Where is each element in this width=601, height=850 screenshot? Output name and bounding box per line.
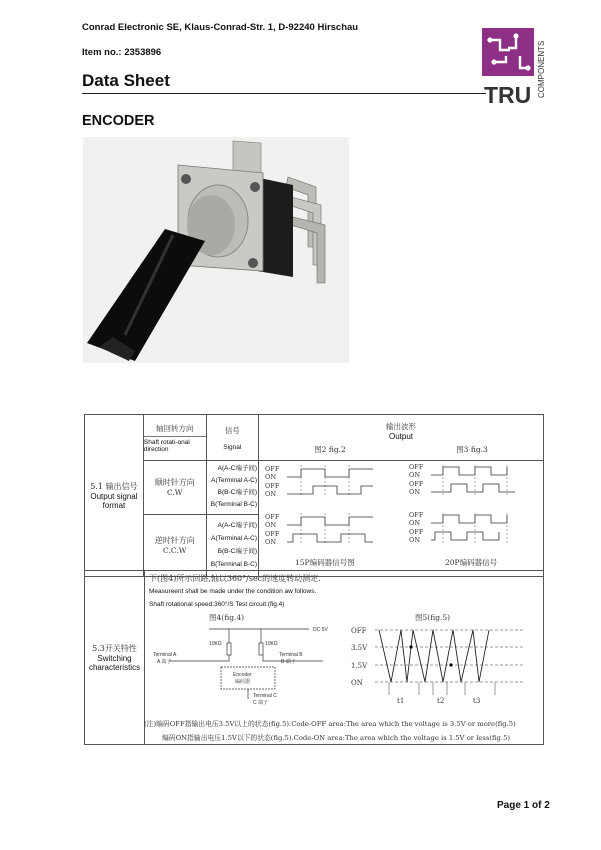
fig5-label: 图5(fig.5)	[415, 613, 451, 622]
svg-text:编码器: 编码器	[235, 679, 251, 685]
fig5-voltage-diagram	[349, 623, 525, 709]
svg-text:ON: ON	[409, 488, 421, 496]
line-shaft-speed: Shaft rotational speed:360°/S Test circuit:(fig.4)	[149, 601, 285, 608]
note-off-area: (注)编码OFF指输出电压3.5V以上的状态(fig.5).Code-OFF area:The area which the voltage is 3.5V or more(fig.5)	[144, 720, 516, 728]
logo-sub: COMPONENTS	[537, 40, 546, 98]
logo-brand: TRU	[484, 82, 532, 106]
line-measure-en: Measureent shall be made under the condition aw follows.	[149, 588, 317, 595]
caption-15p: 15P编码器信号图	[295, 558, 355, 567]
svg-text:OFF: OFF	[265, 513, 280, 521]
caption-20p: 20P编码器信号	[445, 558, 498, 567]
svg-text:Encoder: Encoder	[233, 672, 252, 678]
svg-text:Terminal C: Terminal C	[253, 693, 277, 699]
svg-text:OFF: OFF	[265, 482, 280, 490]
switching-notes	[144, 717, 542, 745]
svg-text:A 端子: A 端子	[157, 659, 172, 665]
ccw-cell: 逆时针方向 C.C.W	[143, 514, 206, 576]
waveform-cell	[259, 461, 544, 577]
company-address: Conrad Electronic SE, Klaus-Conrad-Str. 1, D-92240 Hirschau	[82, 22, 359, 33]
page-number: Page 1 of 2	[497, 800, 550, 811]
svg-text:Terminal B: Terminal B	[279, 652, 303, 658]
ccw-signals: A(A-C端子间) A(Terminal A-C) B(B-C端子间) B(Terminal B-C)	[206, 514, 258, 576]
svg-text:t3: t3	[473, 697, 481, 705]
svg-text:ON: ON	[265, 473, 277, 481]
svg-text:OFF: OFF	[265, 530, 280, 538]
fig4-label: 图4(fig.4)	[209, 613, 245, 622]
fig3-label: 图3 fig.3	[456, 444, 488, 454]
svg-text:OFF: OFF	[351, 627, 367, 635]
svg-text:OFF: OFF	[409, 511, 424, 519]
svg-text:OFF: OFF	[409, 480, 424, 488]
signal-header: 信号 Signal	[206, 415, 258, 461]
svg-text:OFF: OFF	[409, 463, 424, 471]
svg-text:10KΩ: 10KΩ	[209, 641, 222, 647]
svg-text:ON: ON	[265, 490, 277, 498]
svg-text:ON: ON	[351, 679, 363, 687]
section-title: ENCODER	[82, 113, 155, 129]
switching-row-label: 5.3开关特性 Switching characteristics	[85, 571, 145, 745]
svg-text:10KΩ: 10KΩ	[265, 641, 278, 647]
svg-text:ON: ON	[409, 519, 421, 527]
svg-text:C 端子: C 端子	[253, 700, 269, 705]
svg-text:ON: ON	[409, 471, 421, 479]
svg-text:ON: ON	[409, 536, 421, 544]
svg-text:DC 5V: DC 5V	[313, 627, 328, 633]
waveform-diagram	[259, 461, 543, 571]
svg-text:B 端子: B 端子	[281, 659, 296, 665]
encoder-photo	[83, 137, 349, 363]
svg-text:OFF: OFF	[409, 528, 424, 536]
shaft-direction-header: 轴回转方向 Shaft rotati-onal direction	[143, 415, 206, 461]
svg-text:ON: ON	[265, 538, 277, 546]
svg-text:1.5V: 1.5V	[351, 662, 368, 670]
tru-components-logo	[480, 26, 552, 106]
svg-text:t2: t2	[437, 697, 445, 705]
svg-text:OFF: OFF	[265, 465, 280, 473]
svg-text:ON: ON	[265, 521, 277, 529]
svg-text:3.5V: 3.5V	[351, 644, 368, 652]
test-circuit-diagram	[149, 623, 349, 705]
line-measure-cn: 下(图4)所示回路,轴以360°/sec的速度转动测定.	[149, 574, 321, 583]
svg-text:Terminal A: Terminal A	[153, 652, 177, 658]
fig2-label: 图2 fig.2	[314, 444, 346, 454]
output-header: 输出波形 Output 图2 fig.2 图3 fig.3	[259, 415, 544, 461]
item-number: Item no.: 2353896	[82, 47, 162, 58]
cw-signals: A(A-C端子间) A(Terminal A-C) B(B-C端子间) B(Terminal B-C)	[206, 461, 258, 515]
note-on-area: 编码ON指输出电压1.5V以下的状态(fig.5).Code-ON area:The area which the voltage is 1.5V or less(fig.5)	[162, 734, 511, 742]
output-signal-table	[84, 414, 544, 577]
cw-cell: 顺时针方向 C.W	[143, 461, 206, 515]
output-signal-row-label: 5.1 输出信号 Output signal format	[85, 415, 144, 577]
title-rule	[82, 93, 486, 94]
page-title: Data Sheet	[82, 71, 170, 90]
svg-text:t1: t1	[397, 697, 405, 705]
